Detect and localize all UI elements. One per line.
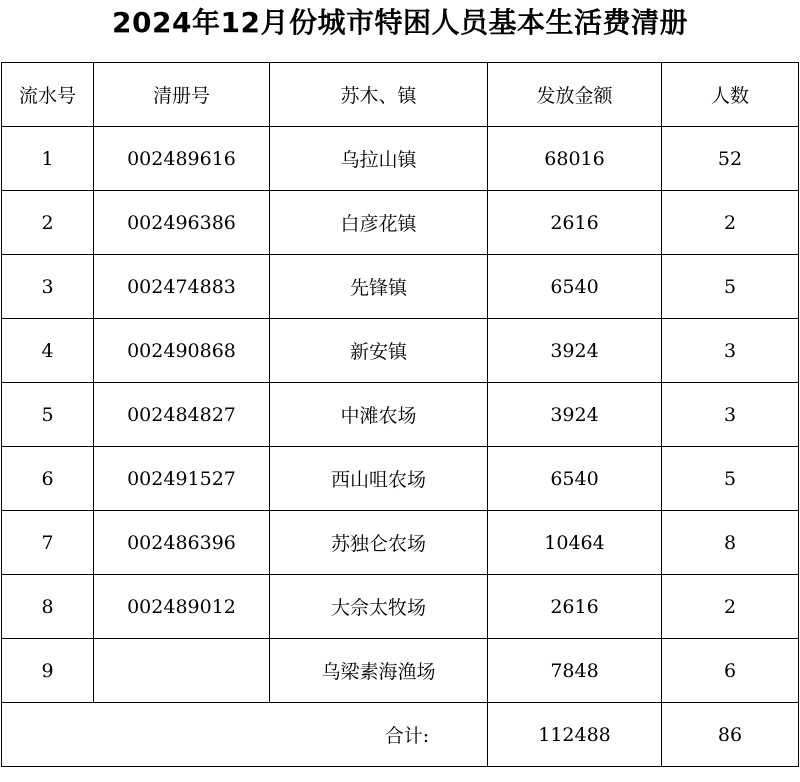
cell-town: 白彦花镇 xyxy=(270,191,488,255)
cell-town: 苏独仑农场 xyxy=(270,511,488,575)
cell-people: 5 xyxy=(662,447,799,511)
cell-people: 52 xyxy=(662,127,799,191)
cell-register-no: 002489616 xyxy=(94,127,270,191)
table-row xyxy=(2,639,799,703)
cell-people: 2 xyxy=(662,191,799,255)
cell-register-no: 002489012 xyxy=(94,575,270,639)
total-people: 86 xyxy=(662,703,799,767)
cell-seq: 9 xyxy=(2,639,94,703)
cell-register-no: 002490868 xyxy=(94,319,270,383)
column-header-amount: 发放金额 xyxy=(488,63,662,127)
column-header-seq: 流水号 xyxy=(2,63,94,127)
table-row xyxy=(2,575,799,639)
cell-amount: 6540 xyxy=(488,255,662,319)
cell-amount: 2616 xyxy=(488,191,662,255)
table-row xyxy=(2,255,799,319)
cell-register-no: 002491527 xyxy=(94,447,270,511)
cell-people: 3 xyxy=(662,383,799,447)
total-amount: 112488 xyxy=(488,703,662,767)
page-title: 2024年12月份城市特困人员基本生活费清册 xyxy=(112,6,688,39)
cell-seq: 4 xyxy=(2,319,94,383)
cell-town: 新安镇 xyxy=(270,319,488,383)
cell-amount: 6540 xyxy=(488,447,662,511)
cell-town: 大佘太牧场 xyxy=(270,575,488,639)
cell-people: 2 xyxy=(662,575,799,639)
cell-people: 3 xyxy=(662,319,799,383)
cell-register-no: 002486396 xyxy=(94,511,270,575)
table-row xyxy=(2,383,799,447)
table-row xyxy=(2,191,799,255)
cell-register-no: 002496386 xyxy=(94,191,270,255)
cell-amount: 10464 xyxy=(488,511,662,575)
cell-town: 中滩农场 xyxy=(270,383,488,447)
cell-town: 乌梁素海渔场 xyxy=(270,639,488,703)
table-row xyxy=(2,319,799,383)
cell-seq: 8 xyxy=(2,575,94,639)
cell-seq: 5 xyxy=(2,383,94,447)
cell-people: 8 xyxy=(662,511,799,575)
total-label-cell xyxy=(2,703,488,767)
table-header-row xyxy=(2,63,799,127)
cell-register-no xyxy=(94,639,270,703)
cell-amount: 2616 xyxy=(488,575,662,639)
cell-people: 5 xyxy=(662,255,799,319)
table-row xyxy=(2,511,799,575)
cell-amount: 3924 xyxy=(488,383,662,447)
total-row xyxy=(2,703,799,767)
table-row xyxy=(2,127,799,191)
table-row xyxy=(2,447,799,511)
cell-amount: 3924 xyxy=(488,319,662,383)
cell-town: 西山咀农场 xyxy=(270,447,488,511)
cell-people: 6 xyxy=(662,639,799,703)
column-header-people: 人数 xyxy=(662,63,799,127)
cell-town: 先锋镇 xyxy=(270,255,488,319)
column-header-register-no: 清册号 xyxy=(94,63,270,127)
total-label: 合计: xyxy=(384,725,430,747)
cell-seq: 6 xyxy=(2,447,94,511)
cell-seq: 3 xyxy=(2,255,94,319)
cell-amount: 7848 xyxy=(488,639,662,703)
column-header-town: 苏木、镇 xyxy=(270,63,488,127)
cell-seq: 7 xyxy=(2,511,94,575)
allowance-register-table xyxy=(1,62,799,767)
cell-town: 乌拉山镇 xyxy=(270,127,488,191)
cell-seq: 1 xyxy=(2,127,94,191)
cell-amount: 68016 xyxy=(488,127,662,191)
cell-register-no: 002474883 xyxy=(94,255,270,319)
cell-register-no: 002484827 xyxy=(94,383,270,447)
cell-seq: 2 xyxy=(2,191,94,255)
